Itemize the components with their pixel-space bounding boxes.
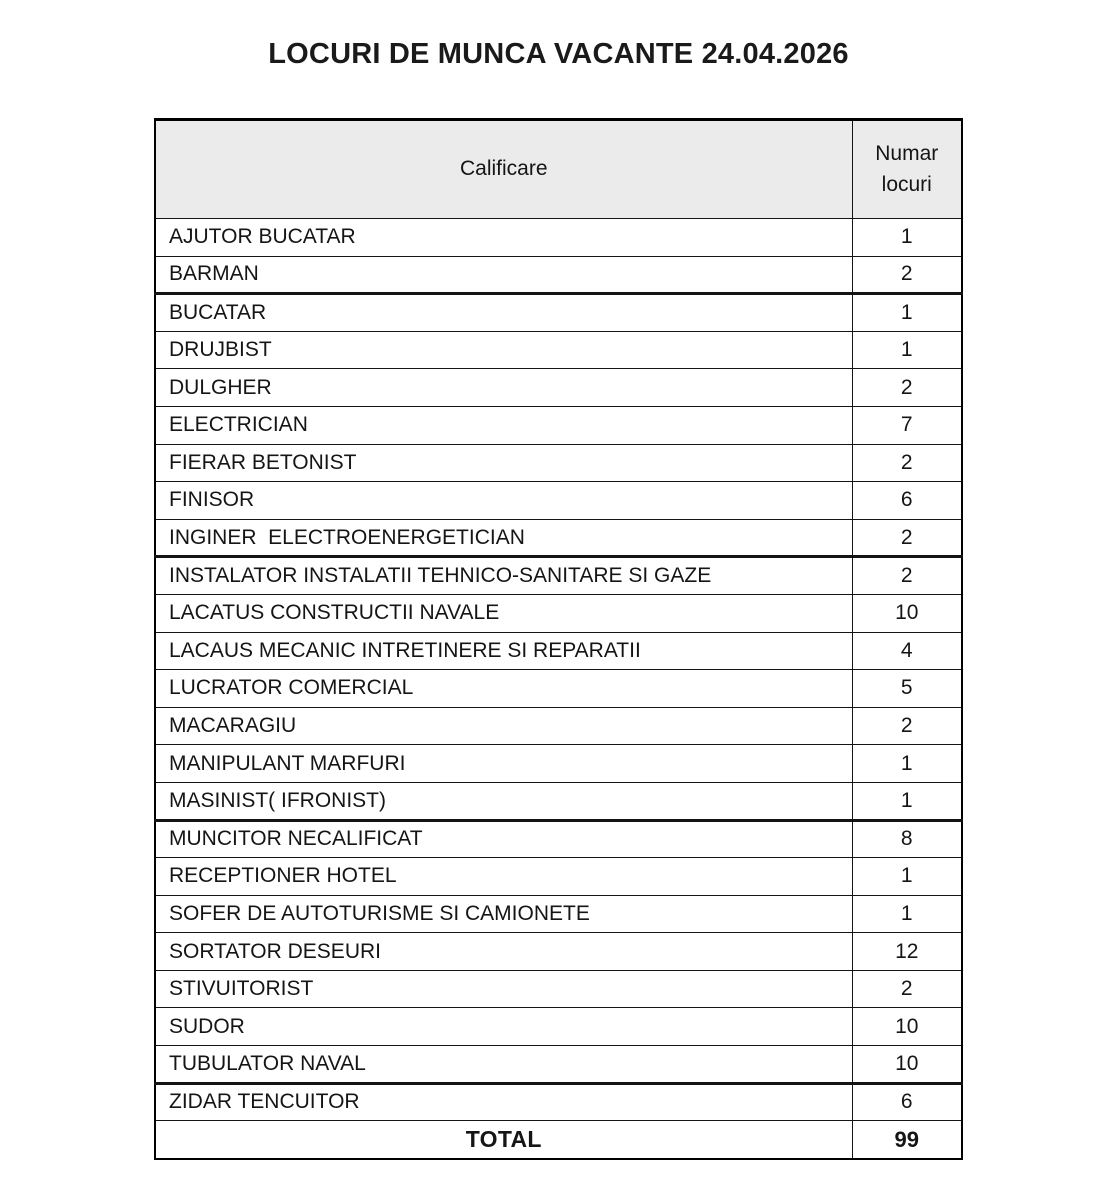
job-count-cell: 2 xyxy=(852,519,962,557)
job-count-cell: 2 xyxy=(852,256,962,294)
table-row xyxy=(155,782,962,820)
job-name-cell: MACARAGIU xyxy=(155,707,852,745)
job-count-cell: 7 xyxy=(852,406,962,444)
table-body xyxy=(155,219,962,1121)
job-name-cell: SOFER DE AUTOTURISME SI CAMIONETE xyxy=(155,895,852,933)
job-name-cell: INGINER ELECTROENERGETICIAN xyxy=(155,519,852,557)
job-name-cell: MUNCITOR NECALIFICAT xyxy=(155,820,852,858)
vacancies-table xyxy=(154,118,963,1160)
job-name-cell: FINISOR xyxy=(155,482,852,520)
table-row xyxy=(155,1008,962,1046)
job-count-cell: 10 xyxy=(852,594,962,632)
table-row xyxy=(155,444,962,482)
table-row xyxy=(155,632,962,670)
job-name-cell: TUBULATOR NAVAL xyxy=(155,1046,852,1084)
job-name-cell: LACATUS CONSTRUCTII NAVALE xyxy=(155,594,852,632)
job-name-cell: FIERAR BETONIST xyxy=(155,444,852,482)
table-row xyxy=(155,482,962,520)
table-row xyxy=(155,406,962,444)
table-row xyxy=(155,745,962,783)
job-count-cell: 10 xyxy=(852,1046,962,1084)
table-row xyxy=(155,256,962,294)
table-row xyxy=(155,557,962,595)
page-title: LOCURI DE MUNCA VACANTE 24.04.2026 xyxy=(268,38,849,70)
job-count-cell: 2 xyxy=(852,970,962,1008)
table-row xyxy=(155,933,962,971)
job-count-cell: 12 xyxy=(852,933,962,971)
job-count-cell: 6 xyxy=(852,1083,962,1121)
table-row xyxy=(155,895,962,933)
job-count-cell: 1 xyxy=(852,745,962,783)
job-name-cell: BARMAN xyxy=(155,256,852,294)
job-count-cell: 8 xyxy=(852,820,962,858)
table-row xyxy=(155,1046,962,1084)
job-count-cell: 1 xyxy=(852,331,962,369)
job-name-cell: STIVUITORIST xyxy=(155,970,852,1008)
job-count-cell: 1 xyxy=(852,895,962,933)
job-count-cell: 2 xyxy=(852,369,962,407)
job-name-cell: AJUTOR BUCATAR xyxy=(155,219,852,257)
job-count-cell: 2 xyxy=(852,557,962,595)
job-name-cell: RECEPTIONER HOTEL xyxy=(155,858,852,896)
job-name-cell: INSTALATOR INSTALATII TEHNICO-SANITARE SI GAZE xyxy=(155,557,852,595)
job-name-cell: DRUJBIST xyxy=(155,331,852,369)
table-row xyxy=(155,294,962,332)
table-row xyxy=(155,219,962,257)
table-row xyxy=(155,970,962,1008)
job-count-cell: 1 xyxy=(852,219,962,257)
job-count-cell: 2 xyxy=(852,707,962,745)
job-name-cell: ELECTRICIAN xyxy=(155,406,852,444)
job-count-cell: 10 xyxy=(852,1008,962,1046)
job-name-cell: SORTATOR DESEURI xyxy=(155,933,852,971)
job-count-cell: 6 xyxy=(852,482,962,520)
job-count-cell: 2 xyxy=(852,444,962,482)
job-name-cell: DULGHER xyxy=(155,369,852,407)
table-row xyxy=(155,519,962,557)
header-cell-calificare: Calificare xyxy=(155,120,852,219)
job-count-cell: 1 xyxy=(852,782,962,820)
header-row xyxy=(155,120,962,219)
table-row xyxy=(155,670,962,708)
table-row xyxy=(155,707,962,745)
job-count-cell: 4 xyxy=(852,632,962,670)
job-name-cell: BUCATAR xyxy=(155,294,852,332)
job-name-cell: LUCRATOR COMERCIAL xyxy=(155,670,852,708)
table-row xyxy=(155,858,962,896)
job-count-cell: 1 xyxy=(852,294,962,332)
total-value-cell: 99 xyxy=(852,1121,962,1159)
job-name-cell: MASINIST( IFRONIST) xyxy=(155,782,852,820)
job-count-cell: 1 xyxy=(852,858,962,896)
total-row xyxy=(155,1121,962,1159)
job-name-cell: SUDOR xyxy=(155,1008,852,1046)
total-label-cell: TOTAL xyxy=(155,1121,852,1159)
job-name-cell: LACAUS MECANIC INTRETINERE SI REPARATII xyxy=(155,632,852,670)
table-row xyxy=(155,369,962,407)
table-row xyxy=(155,820,962,858)
table-row xyxy=(155,331,962,369)
job-name-cell: ZIDAR TENCUITOR xyxy=(155,1083,852,1121)
job-name-cell: MANIPULANT MARFURI xyxy=(155,745,852,783)
job-count-cell: 5 xyxy=(852,670,962,708)
table-row xyxy=(155,594,962,632)
header-cell-numar-locuri: Numar locuri xyxy=(852,120,962,219)
table-row xyxy=(155,1083,962,1121)
